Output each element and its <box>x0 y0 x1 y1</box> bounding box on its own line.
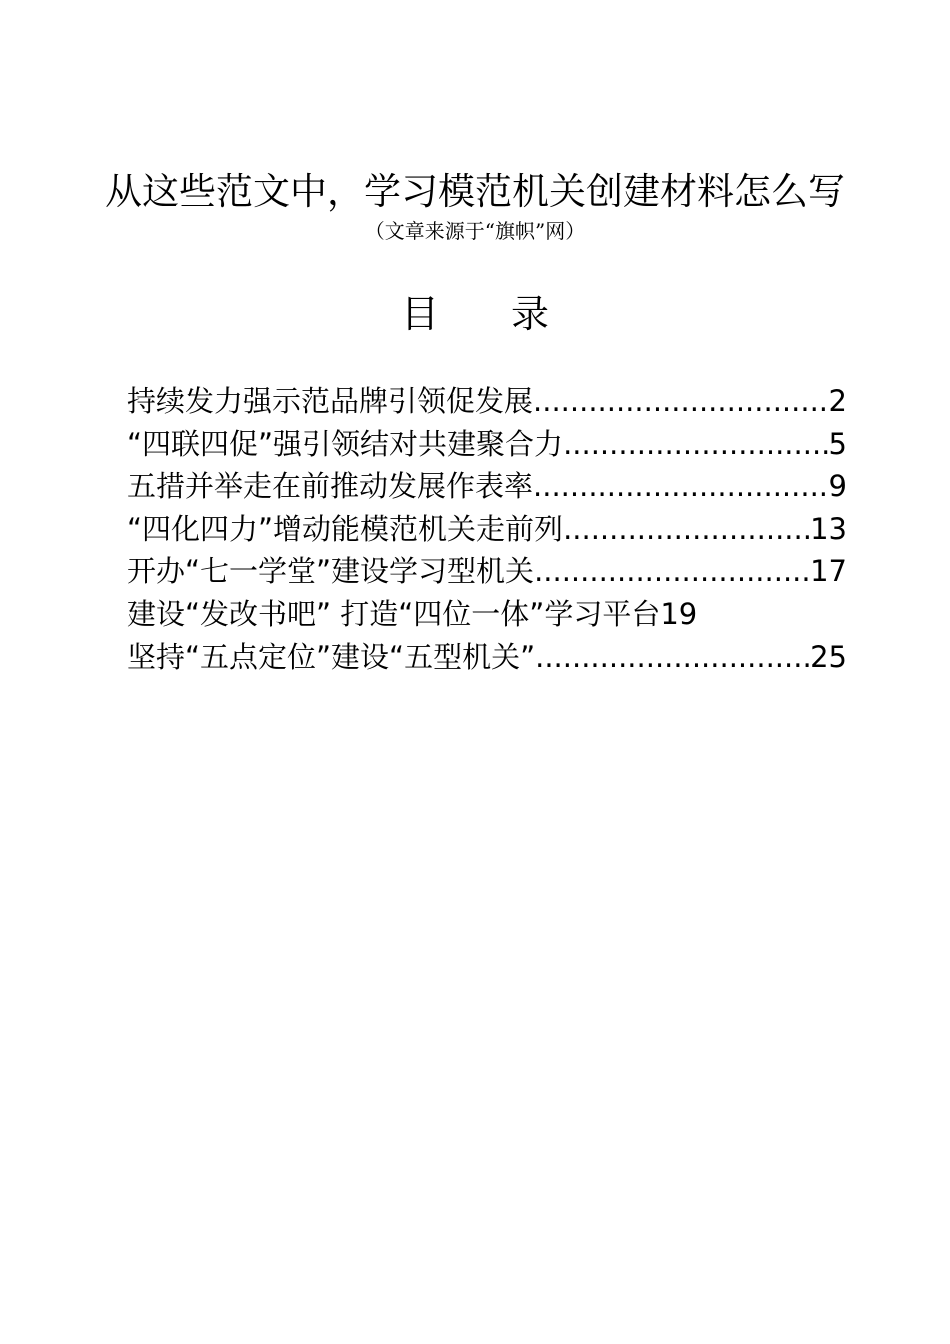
toc-entry-title: 五措并举走在前推动发展作表率 <box>127 469 534 504</box>
toc-entry[interactable] <box>127 380 847 423</box>
toc-entry-title: “四联四促”强引领结对共建聚合力 <box>127 426 564 461</box>
toc-entry-page: 13 <box>810 511 847 546</box>
toc-entry[interactable] <box>127 593 847 636</box>
toc-entry-page: 25 <box>810 639 847 674</box>
toc-entry-page: 9 <box>828 469 847 504</box>
toc-entry-page: 2 <box>828 384 847 418</box>
toc-entry-title: 持续发力强示范品牌引领促发展 <box>127 384 534 418</box>
toc-entry-page: 19 <box>660 596 698 631</box>
toc-entry-title: 开办“七一学堂”建设学习型机关 <box>127 554 535 589</box>
toc-entry-title: “四化四力”增动能模范机关走前列 <box>127 511 564 546</box>
toc-leader-dots <box>533 380 829 422</box>
toc-entry[interactable] <box>127 423 847 466</box>
toc-entry[interactable] <box>127 550 847 593</box>
toc-leader-dots <box>535 636 810 678</box>
toc-leader-dots <box>533 465 829 507</box>
toc-entry-page: 17 <box>810 554 847 589</box>
toc-entry[interactable] <box>127 636 847 679</box>
document-title: 从这些范文中，学习模范机关创建材料怎么写 <box>105 170 845 213</box>
toc-leader-dots <box>563 508 810 550</box>
toc-entry-title: 坚持“五点定位”建设“五型机关” <box>127 639 536 674</box>
toc-leader-dots <box>563 423 828 465</box>
toc-entry-page: 5 <box>828 426 847 461</box>
toc-leader-dots <box>534 550 810 592</box>
toc-entry[interactable] <box>127 508 847 551</box>
document-source: （文章来源于“旗帜”网） <box>364 219 586 243</box>
toc-heading: 目 录 <box>400 292 580 336</box>
table-of-contents <box>127 380 847 678</box>
toc-entry[interactable] <box>127 465 847 508</box>
toc-entry-title: 建设“发改书吧” 打造“四位一体”学习平台 <box>127 596 661 631</box>
